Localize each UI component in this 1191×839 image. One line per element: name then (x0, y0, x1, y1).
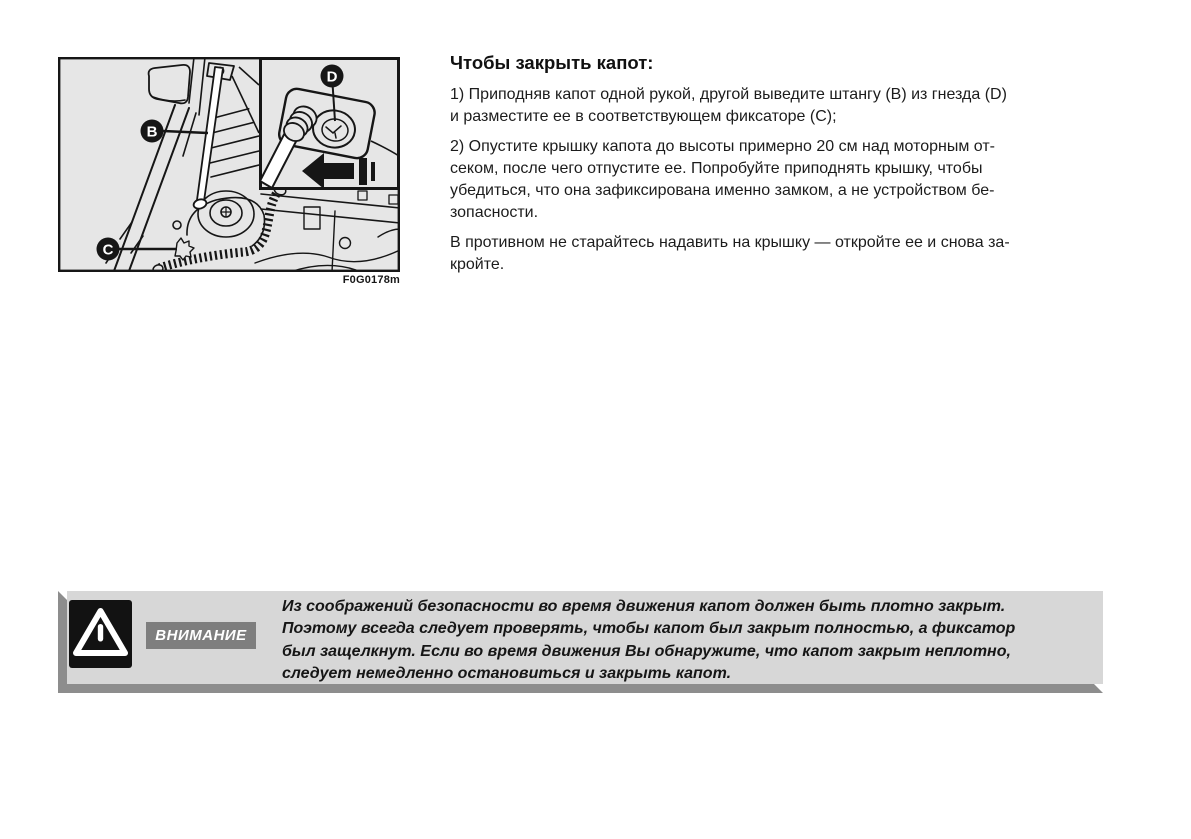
instruction-step-1 (450, 84, 1150, 128)
text-line: кройте. (450, 256, 505, 273)
text-line: Поэтому всегда следует проверять, чтобы капот был закрыт полностью, а фиксатор (282, 620, 1016, 638)
text-line: Из соображений безопасности во время движения капот должен быть плотно закрыт. (282, 598, 1006, 615)
label-b: B (146, 123, 158, 141)
label-d: D (326, 68, 338, 86)
text-line: следует немедленно остановиться и закрыть капот. (282, 665, 732, 683)
hood-figure (58, 57, 400, 286)
instruction-note (450, 232, 1150, 276)
text-line: был защелкнут. Если во время движения Вы обнаружите, что капот закрыт неплотно, (282, 642, 1011, 660)
hood-open-illustration (58, 57, 400, 272)
text-line: убедиться, что она зафиксирована именно замком, а не устройством бе- (450, 182, 995, 199)
section-heading: Чтобы закрыть капот: (450, 52, 654, 73)
text-line: 2) Опустите крышку капота до высоты примерно 20 см над моторным от- (450, 138, 996, 155)
instruction-step-2 (450, 136, 1150, 224)
warning-triangle-icon (69, 600, 132, 668)
text-line: В противном не старайтесь надавить на крышку — откройте ее и снова за- (450, 234, 1010, 251)
text-line: зопасности. (450, 204, 539, 221)
warning-badge: ВНИМАНИЕ (146, 622, 256, 649)
warning-panel (58, 591, 1103, 693)
instructions-section (450, 50, 1150, 276)
warning-text (282, 596, 1102, 686)
label-c: C (102, 241, 114, 259)
text-line: секом, после чего отпустите ее. Попробуйте приподнять крышку, чтобы (450, 160, 983, 177)
figure-code: F0G0178m (342, 274, 400, 286)
text-line: 1) Приподняв капот одной рукой, другой выведите штангу (B) из гнезда (D) (450, 86, 1007, 103)
text-line: и разместите ее в соответствующем фиксаторе (C); (450, 108, 837, 125)
